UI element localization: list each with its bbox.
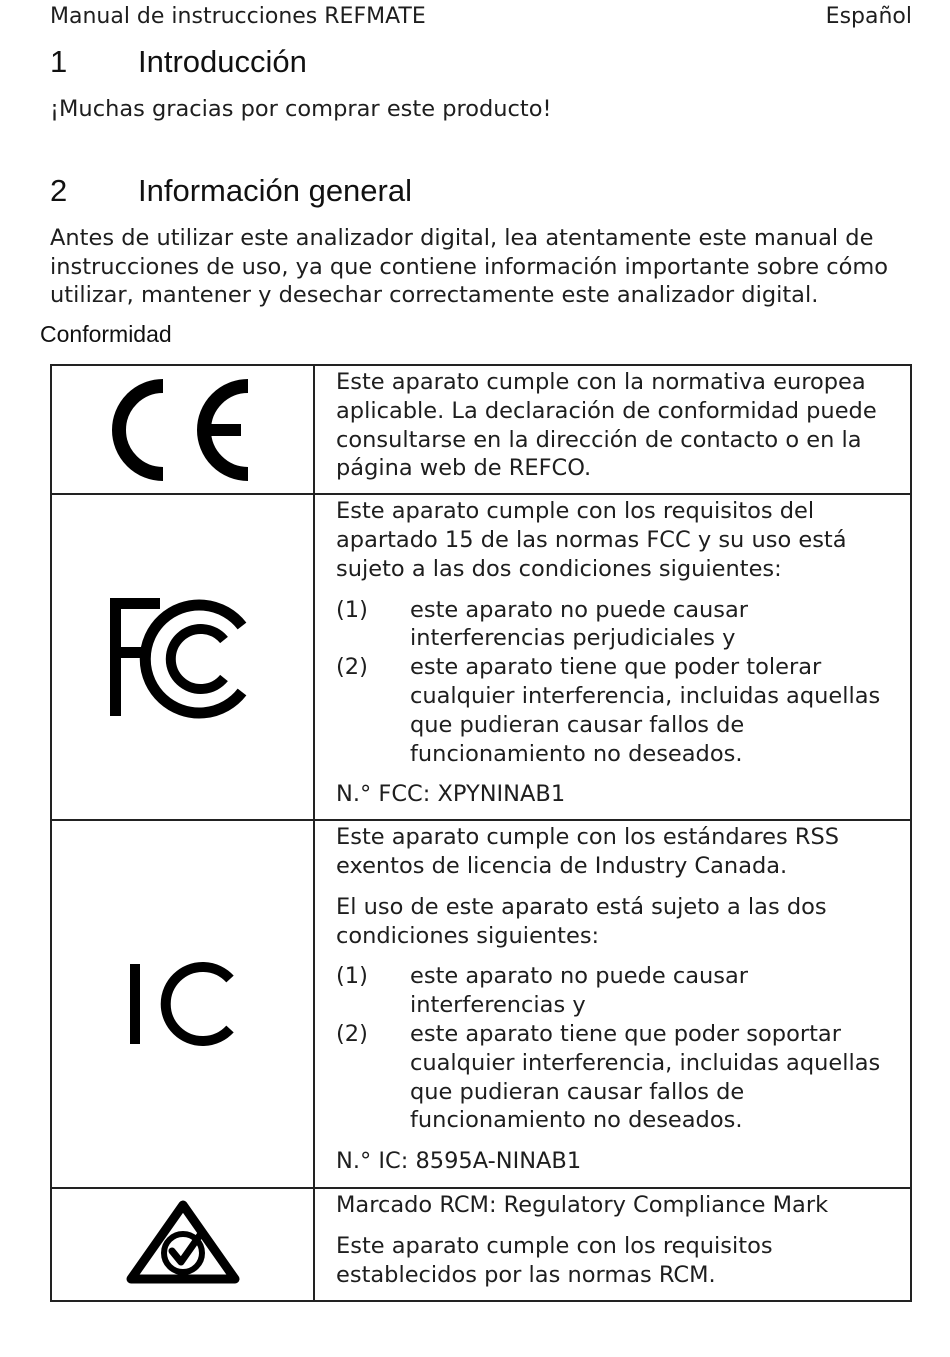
ic-logo-icon [128,962,238,1046]
general-info-text [50,224,888,310]
list-text: este aparato no puede causar interferencias perjudiciales y [410,596,749,652]
table-row [51,494,911,820]
table-row [51,365,911,494]
ce-description: Este aparato cumple con la normativa europea aplicable. La declaración de conformidad puede consultarse en la dirección de contacto o en la página web de REFCO. [336,369,877,482]
rcm-mark-icon [123,1199,243,1289]
text-cell [314,365,911,494]
ce-mark-icon [108,378,258,482]
text-cell [314,820,911,1188]
list-item [336,962,902,1020]
header-language: Español [825,4,912,29]
ic-intro-conditions: El uso de este aparato está sujeto a las dos condiciones siguientes: [336,893,827,949]
fcc-intro: Este aparato cumple con los requisitos del apartado 15 de las normas FCC y su uso está sujeto a las dos condiciones siguientes: [336,498,847,582]
text-line: utilizar, mantener y desechar correctamente este analizador digital. [50,282,819,308]
text-line: Antes de utilizar este analizador digital, lea atentamente este manual de [50,225,874,251]
section-heading-1 [50,44,307,80]
ic-id: N.° IC: 8595A-NINAB1 [336,1148,582,1175]
table-row [51,820,911,1188]
list-number: (1) [336,963,368,990]
logo-cell [51,820,314,1188]
rcm-description: Este aparato cumple con los requisitos establecidos por las normas RCM. [336,1232,773,1288]
conformity-heading: Conformidad [40,321,172,347]
header-manual-title: Manual de instrucciones REFMATE [50,4,426,29]
section-number: 2 [50,173,68,208]
list-text: este aparato no puede causar interferencias y [410,963,749,1019]
text-line: instrucciones de uso, ya que contiene información importante sobre cómo [50,253,889,280]
list-number: (2) [336,1020,368,1047]
list-text: este aparato tiene que poder soportar cualquier interferencia, incluidas aquellas que pudieran causar fallos de funcionamiento no deseados. [410,1020,881,1134]
list-number: (2) [336,654,368,681]
ic-conditions-list [336,962,902,1135]
fcc-conditions-list [336,596,902,769]
table-row [51,1188,911,1300]
text-cell [314,494,911,820]
text-cell [314,1188,911,1300]
intro-text: ¡Muchas gracias por comprar este producto! [50,96,552,122]
logo-cell [51,1188,314,1300]
section-number: 1 [50,44,68,79]
list-number: (1) [336,596,368,623]
section-title: Información general [138,173,412,208]
logo-cell [51,494,314,820]
fcc-logo-icon [108,594,258,720]
rcm-title: Marcado RCM: Regulatory Compliance Mark [336,1192,829,1219]
list-item [336,596,902,654]
section-title: Introducción [138,44,307,79]
conformity-table [50,364,912,1302]
list-text: este aparato tiene que poder tolerar cualquier interferencia, incluidas aquellas que pudieran causar fallos de funcionamiento no deseados. [410,654,881,767]
section-heading-2 [50,173,412,209]
logo-cell [51,365,314,494]
list-item [336,653,902,768]
ic-intro: Este aparato cumple con los estándares RSS exentos de licencia de Industry Canada. [336,824,840,879]
fcc-id: N.° FCC: XPYNINAB1 [336,781,566,808]
list-item [336,1020,902,1135]
